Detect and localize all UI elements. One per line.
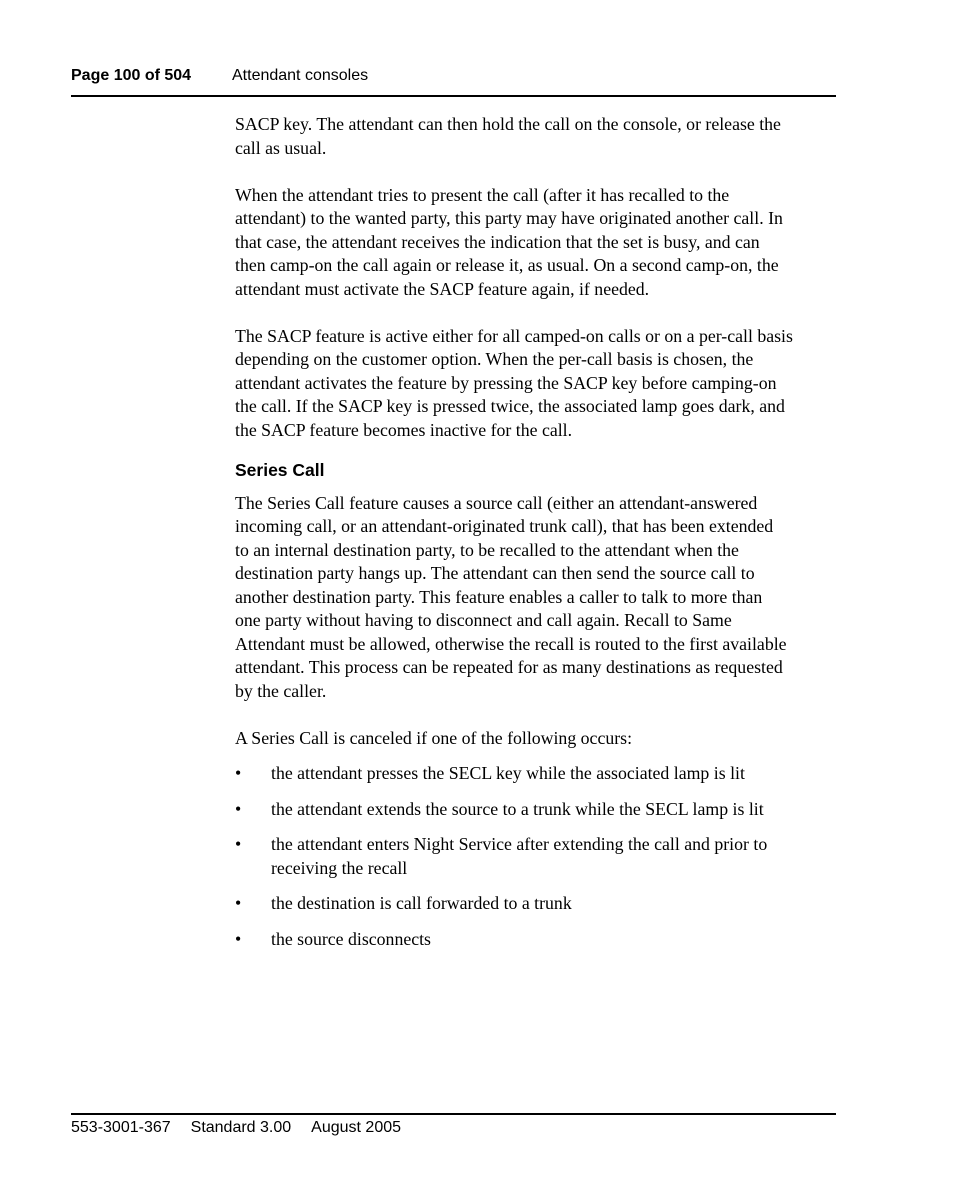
document-number: 553-3001-367 xyxy=(71,1119,171,1136)
text-line: another destination party. This feature enables a caller to talk to more than xyxy=(235,586,763,607)
page-header xyxy=(71,66,836,86)
header-rule xyxy=(71,95,836,97)
section-heading: Series Call xyxy=(235,459,325,480)
list-item xyxy=(235,833,835,880)
text-line: depending on the customer option. When the per-call basis is chosen, the xyxy=(235,349,754,369)
main-content xyxy=(235,113,835,963)
text-line: by the caller. xyxy=(235,680,327,701)
text-line: SACP key. The attendant can then hold the call on the console, or release the xyxy=(235,114,781,134)
list-item-text: the destination is call forwarded to a trunk xyxy=(271,893,572,913)
list-item-text: the attendant extends the source to a trunk while the SECL lamp is lit xyxy=(271,798,764,819)
text-line: Attendant must be allowed, otherwise the recall is routed to the first available xyxy=(235,633,787,654)
text-line: attendant) to the wanted party, this party may have originated another call. In xyxy=(235,208,783,228)
list-item xyxy=(235,892,835,916)
text-line: one party without having to disconnect and call again. Recall to Same xyxy=(235,610,732,630)
paragraph xyxy=(235,325,835,443)
list-item xyxy=(235,762,835,786)
list-item-text: the attendant enters Night Service after extending the call and prior to xyxy=(271,834,768,854)
text-line: incoming call, or an attendant-originated trunk call), that has been extended xyxy=(235,516,774,536)
document-standard: Standard 3.00 xyxy=(190,1119,292,1136)
page-number: Page 100 of 504 xyxy=(71,67,192,84)
bullet-icon: • xyxy=(235,893,242,913)
bullet-icon: • xyxy=(235,928,242,949)
text-line: call as usual. xyxy=(235,137,327,158)
text-line: attendant must activate the SACP feature again, if needed. xyxy=(235,278,650,299)
section-title: Attendant consoles xyxy=(232,67,369,84)
text-line: The SACP feature is active either for all camped-on calls or on a per-call basis xyxy=(235,325,793,346)
text-line: destination party hangs up. The attendant can then send the source call to xyxy=(235,563,755,583)
text-line: then camp-on the call again or release it, as usual. On a second camp-on, the xyxy=(235,255,779,275)
list-item-text: the attendant presses the SECL key while the associated lamp is lit xyxy=(271,763,745,783)
list-item-text: receiving the recall xyxy=(271,857,408,878)
text-line: When the attendant tries to present the call (after it has recalled to the xyxy=(235,184,730,205)
text-line: the SACP feature becomes inactive for the call. xyxy=(235,419,573,440)
bullet-icon: • xyxy=(235,798,242,819)
text-line: attendant. This process can be repeated for as many destinations as requested xyxy=(235,657,783,677)
text-line: the call. If the SACP key is pressed twice, the associated lamp goes dark, and xyxy=(235,396,785,416)
cancel-conditions-list xyxy=(235,762,835,951)
paragraph: A Series Call is canceled if one of the following occurs: xyxy=(235,727,633,748)
text-line: attendant activates the feature by pressing the SACP key before camping-on xyxy=(235,372,777,393)
text-line: that case, the attendant receives the indication that the set is busy, and can xyxy=(235,231,760,252)
paragraph xyxy=(235,492,835,704)
page-footer xyxy=(71,1118,401,1138)
text-line: to an internal destination party, to be recalled to the attendant when the xyxy=(235,539,739,560)
paragraph xyxy=(235,113,835,160)
document-date: August 2005 xyxy=(311,1119,402,1136)
list-item xyxy=(235,928,835,952)
list-item xyxy=(235,798,835,822)
bullet-icon: • xyxy=(235,763,242,783)
text-line: The Series Call feature causes a source call (either an attendant-answered xyxy=(235,492,758,513)
bullet-icon: • xyxy=(235,834,242,854)
list-item-text: the source disconnects xyxy=(271,928,431,949)
footer-rule xyxy=(71,1113,836,1115)
paragraph xyxy=(235,184,835,302)
